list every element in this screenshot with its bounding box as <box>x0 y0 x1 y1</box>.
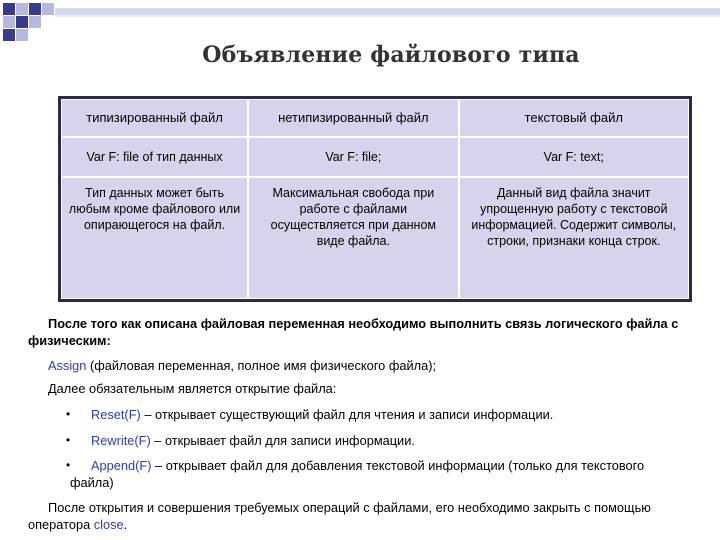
declaration-typed: Var F: file of тип данных <box>61 137 248 177</box>
closing-paragraph <box>28 499 696 533</box>
bullet-icon: • <box>66 433 71 447</box>
close-keyword: close <box>93 517 124 532</box>
intro-paragraph: После того как описана файловая переменная необходимо выполнить связь логического файла с физическим: <box>28 316 679 348</box>
closing-text: После открытия и совершения требуемых операций с файлами, его необходимо закрыть с помощью оператора <box>28 500 651 532</box>
deco-square <box>42 3 54 15</box>
table-declaration-row <box>61 137 689 177</box>
append-text: – открывает файл для добавления текстовой информации (только для текстового файла) <box>70 458 645 490</box>
description-untyped: Максимальная свобода при работе с файлами осуществляется при данном виде файла. <box>248 177 458 299</box>
bullet-icon: • <box>66 407 71 421</box>
deco-square <box>16 29 28 41</box>
bullet-append <box>70 457 650 491</box>
open-file-line: Далее обязательным является открытие файла: <box>48 381 337 396</box>
bullet-icon: • <box>66 458 71 472</box>
table-header-row <box>61 99 689 137</box>
closing-end: . <box>123 517 128 532</box>
assign-line <box>48 357 716 374</box>
append-keyword: Append(F) <box>91 458 152 473</box>
table-description-row <box>61 177 689 299</box>
description-text: Данный вид файла значит упрощенную работу с текстовой информацией. Содержит символы, строки, признаки конца строк. <box>459 177 689 299</box>
header-text-file: текстовый файл <box>459 99 689 137</box>
declaration-untyped: Var F: file; <box>248 137 458 177</box>
deco-bar <box>55 8 720 15</box>
assign-keyword: Assign <box>48 358 87 373</box>
bullet-rewrite <box>91 432 691 449</box>
deco-square <box>16 3 28 15</box>
rewrite-text: – открывает файл для записи информации. <box>150 433 415 448</box>
reset-keyword: Reset(F) <box>91 407 141 422</box>
file-types-table <box>58 96 692 302</box>
deco-bar-gradient <box>55 15 720 17</box>
assign-text: (файловая переменная, полное имя физического файла); <box>86 358 437 373</box>
deco-square <box>29 3 41 15</box>
bullet-reset <box>91 406 691 423</box>
declaration-text: Var F: text; <box>459 137 689 177</box>
page-title: Объявление файлового типа <box>202 42 580 68</box>
deco-square <box>16 16 28 28</box>
header-typed-file: типизированный файл <box>61 99 248 137</box>
reset-text: – открывает существующий файл для чтения и записи информации. <box>140 407 554 422</box>
deco-square <box>3 16 15 28</box>
rewrite-keyword: Rewrite(F) <box>91 433 151 448</box>
header-untyped-file: нетипизированный файл <box>248 99 458 137</box>
description-typed: Тип данных может быть любым кроме файлового или опирающегося на файл. <box>61 177 248 299</box>
deco-square <box>3 29 15 41</box>
deco-square <box>29 16 41 28</box>
deco-square <box>3 3 15 15</box>
